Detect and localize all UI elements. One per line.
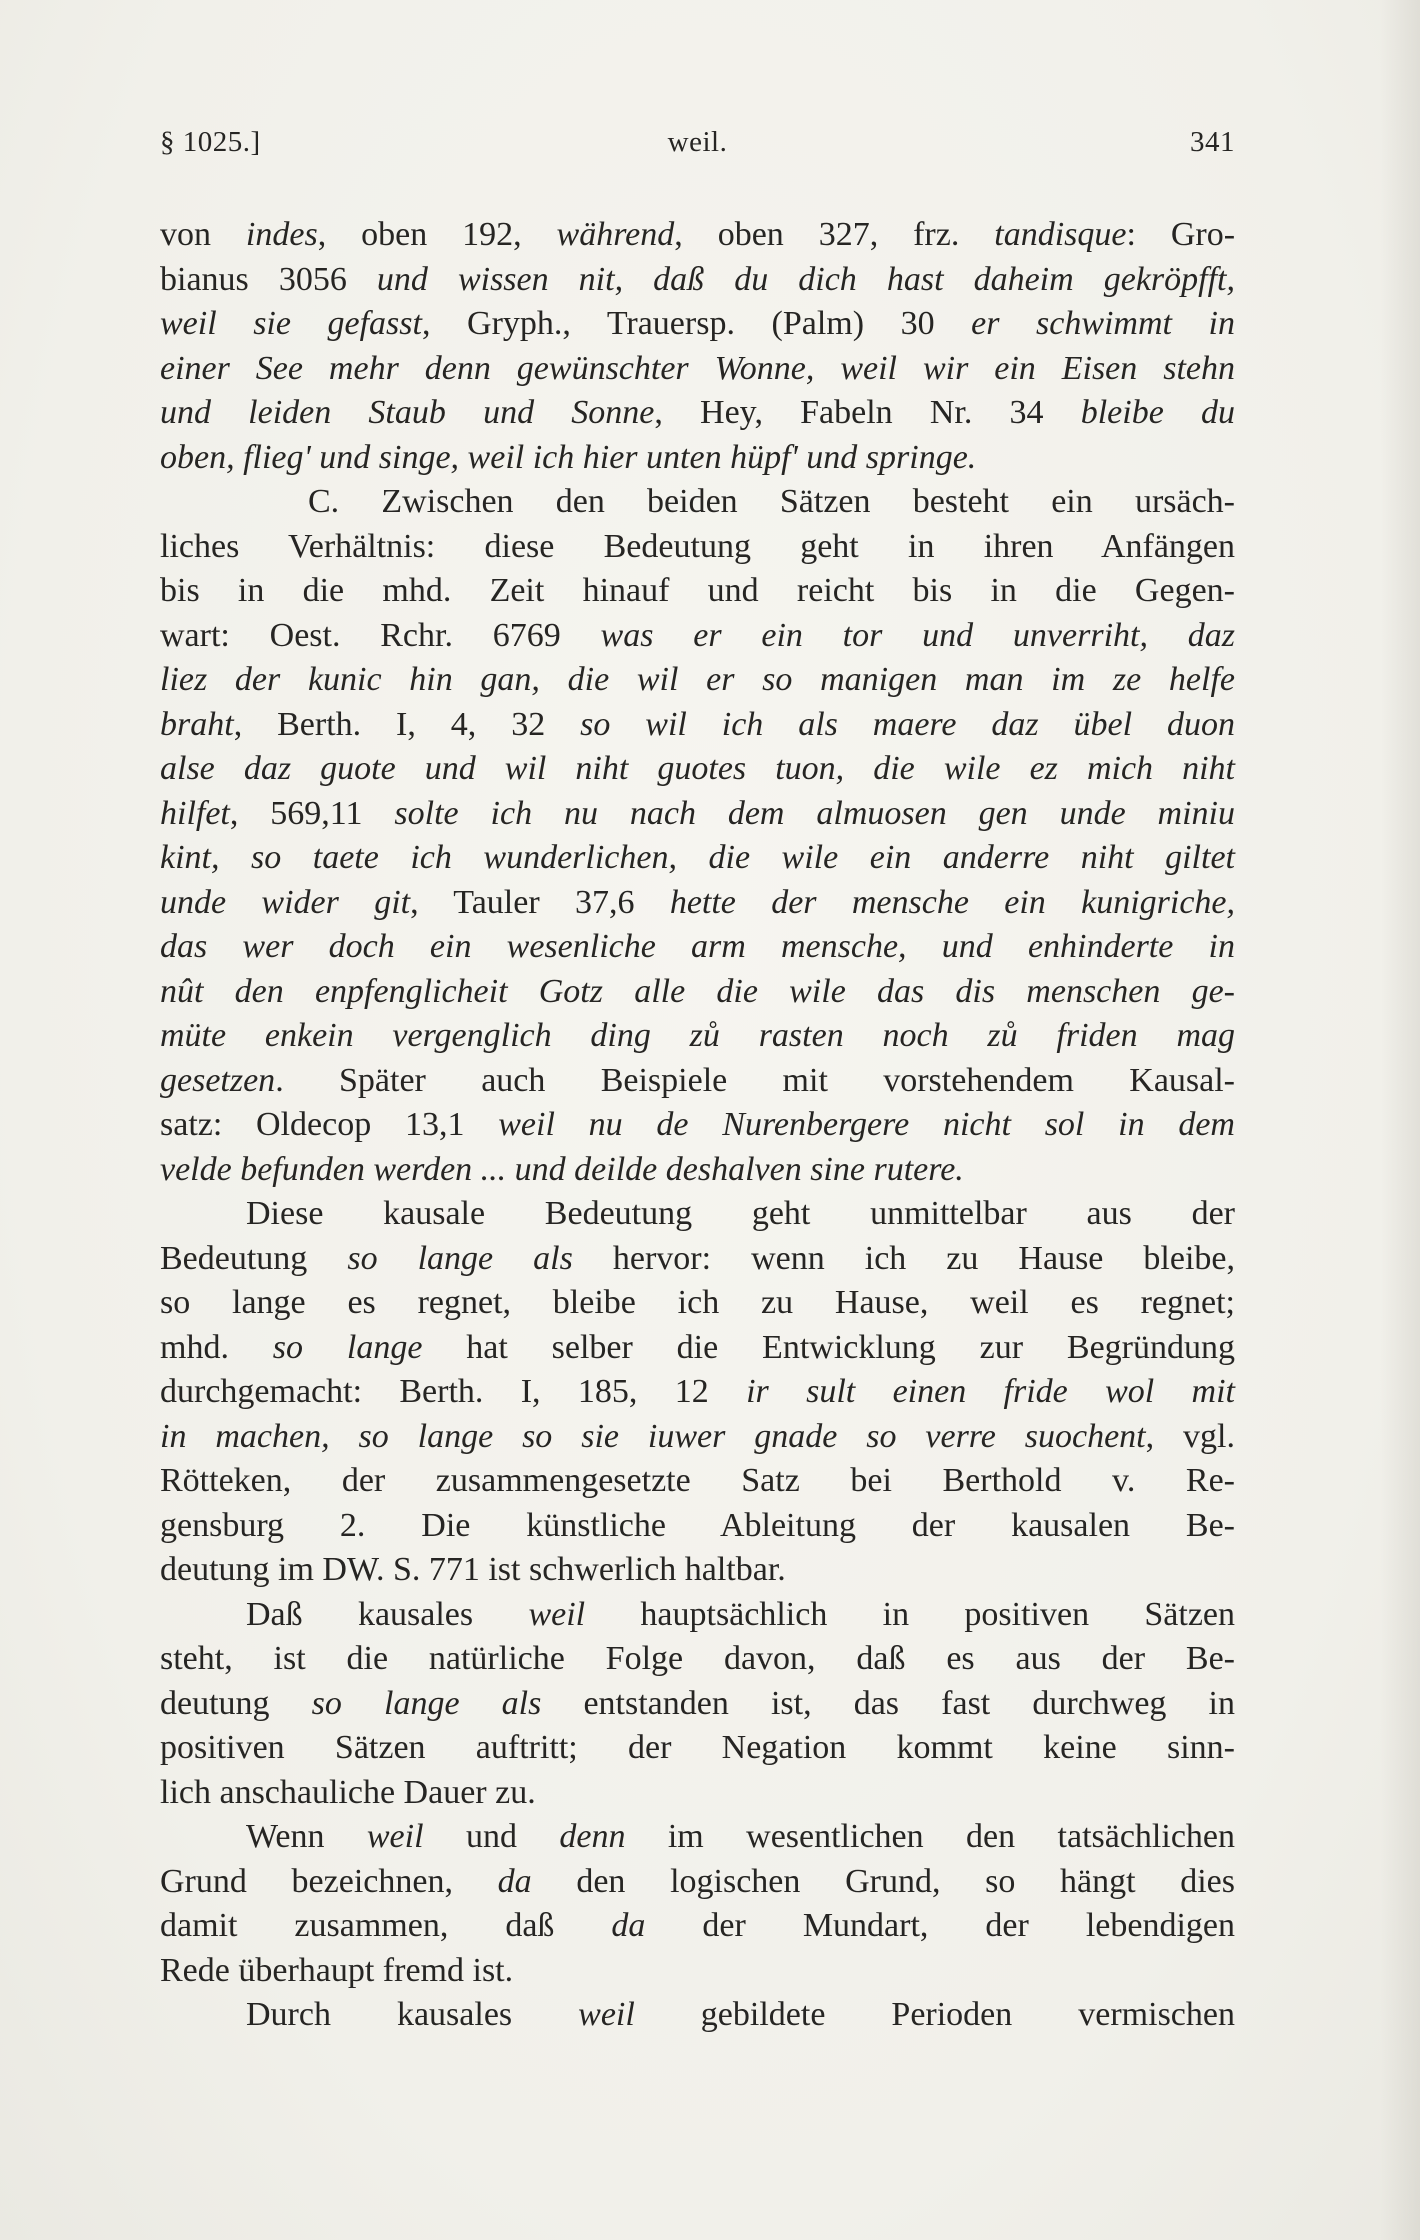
italic-text-segment: solte ich nu nach dem almuosen gen unde miniu	[394, 794, 1235, 832]
text-segment: Durch kausales	[246, 1996, 579, 2033]
text-segment: deutung	[160, 1684, 312, 1722]
text-segment: : Gro-	[1126, 216, 1236, 253]
text-segment: Wenn	[246, 1818, 367, 1855]
italic-text-segment: und leiden Staub und Sonne	[160, 394, 655, 431]
text-line	[160, 1237, 1235, 1282]
italic-text-segment: tandisque	[994, 216, 1127, 253]
text-segment: . Später auch Beispiele mit vorstehendem Kausal-	[275, 1061, 1235, 1099]
text-segment: , oben 327, frz.	[674, 216, 995, 253]
italic-text-segment: hette der mensche ein kunigriche,	[669, 883, 1236, 921]
text-line	[160, 480, 1235, 525]
italic-text-segment: velde befunden werden ... und deilde deshalven sine rutere.	[160, 1150, 964, 1188]
italic-text-segment: bleibe du	[1080, 394, 1235, 431]
italic-text-segment: er schwimmt in	[971, 305, 1235, 342]
italic-text-segment: denn	[559, 1818, 626, 1855]
text-segment: Diese kausale Bedeutung geht unmittelbar aus der	[246, 1195, 1235, 1232]
text-line	[160, 658, 1235, 703]
text-segment: Rede überhaupt fremd ist.	[160, 1951, 514, 1989]
text-segment: Grund bezeichnen,	[160, 1862, 498, 1900]
text-segment: und	[423, 1818, 560, 1855]
body-text	[160, 213, 1235, 2038]
text-segment: hat selber die Entwicklung zur Begründung	[422, 1328, 1235, 1366]
text-line	[160, 1593, 1235, 1638]
italic-text-segment: so lange als	[311, 1684, 542, 1722]
text-segment: liches Verhältnis: diese Bedeutung geht in ihren Anfängen	[160, 527, 1235, 565]
italic-text-segment: müte enkein vergenglich ding zů rasten noch zů friden mag	[160, 1017, 1235, 1054]
text-line	[160, 436, 1235, 481]
text-line	[160, 1815, 1235, 1860]
italic-text-segment: nût den enpfenglicheit Gotz alle die wile das dis menschen ge-	[160, 972, 1235, 1010]
italic-text-segment: so wil ich als maere daz übel duon	[580, 705, 1236, 743]
text-segment: entstanden ist, das fast durchweg in	[541, 1684, 1235, 1722]
text-line	[160, 747, 1235, 792]
italic-text-segment: und wissen nit, daß du dich hast daheim gekröpfft,	[376, 260, 1235, 298]
text-line	[160, 1637, 1235, 1682]
text-segment: , Gryph., Trauersp. (Palm) 30	[421, 305, 972, 342]
italic-text-segment: weil	[578, 1996, 635, 2033]
text-line	[160, 881, 1235, 926]
text-segment: C. Zwischen den beiden Sätzen besteht ein ursäch-	[308, 483, 1235, 520]
text-line	[160, 1949, 1235, 1994]
text-line	[160, 1682, 1235, 1727]
italic-text-segment: das wer doch ein wesenliche arm mensche, und enhinderte in	[160, 928, 1235, 965]
italic-text-segment: indes	[245, 216, 318, 253]
text-segment: damit zusammen, daß	[160, 1907, 612, 1944]
text-line	[160, 614, 1235, 659]
italic-text-segment: alse daz guote und wil niht guotes tuon, die wile ez mich niht	[160, 750, 1235, 787]
text-line	[160, 1548, 1235, 1593]
italic-text-segment: weil sie gefasst	[160, 305, 422, 342]
text-line	[160, 1904, 1235, 1949]
text-segment: der Mundart, der lebendigen	[645, 1907, 1235, 1944]
text-line	[160, 1860, 1235, 1905]
italic-text-segment: einer See mehr denn gewünschter Wonne, weil wir ein Eisen stehn	[160, 349, 1235, 387]
text-line	[160, 1459, 1235, 1504]
text-line	[160, 1504, 1235, 1549]
italic-text-segment: oben, flieg' und singe, weil ich hier unten hüpf' und springe.	[160, 438, 977, 476]
italic-text-segment: unde wider git	[160, 883, 411, 921]
text-segment: , Tauler 37,6	[410, 883, 670, 921]
text-segment: , Hey, Fabeln Nr. 34	[654, 394, 1081, 431]
text-line	[160, 1281, 1235, 1326]
text-segment: positiven Sätzen auftritt; der Negation kommt keine sinn-	[160, 1729, 1235, 1766]
text-line	[160, 703, 1235, 748]
text-segment: bis in die mhd. Zeit hinauf und reicht bis in die Gegen-	[160, 572, 1235, 609]
text-segment: so lange es regnet, bleibe ich zu Hause, weil es regnet;	[160, 1284, 1235, 1321]
page-number: 341	[1190, 126, 1235, 158]
text-line	[160, 347, 1235, 392]
italic-text-segment: weil	[366, 1818, 424, 1855]
italic-text-segment: was er ein tor und unverriht, daz	[600, 616, 1235, 654]
text-line	[160, 1415, 1235, 1460]
text-line	[160, 1726, 1235, 1771]
text-segment: hervor: wenn ich zu Hause bleibe,	[572, 1239, 1235, 1277]
italic-text-segment: liez der kunic hin gan, die wil er so manigen man im ze helfe	[160, 661, 1235, 698]
text-segment: den logischen Grund, so hängt dies	[531, 1862, 1236, 1900]
page-edge-shadow	[1380, 0, 1420, 2240]
italic-text-segment: kint, so taete ich wunderlichen, die wile ein anderre niht giltet	[160, 839, 1235, 876]
text-line	[160, 925, 1235, 970]
text-line	[160, 391, 1235, 436]
italic-text-segment: braht	[160, 705, 234, 743]
text-segment: durchgemacht: Berth. I, 185, 12	[160, 1373, 747, 1410]
text-segment: steht, ist die natürliche Folge davon, daß es aus der Be-	[160, 1640, 1235, 1677]
text-line	[160, 569, 1235, 614]
text-line	[160, 302, 1235, 347]
text-segment: , vgl.	[1145, 1417, 1235, 1455]
section-reference: § 1025.]	[160, 126, 261, 158]
text-segment: wart: Oest. Rchr. 6769	[160, 616, 601, 654]
text-line	[160, 970, 1235, 1015]
italic-text-segment: während	[556, 216, 675, 253]
text-segment: bianus 3056	[160, 260, 377, 298]
italic-text-segment: so lange	[272, 1328, 423, 1366]
text-line	[160, 1014, 1235, 1059]
text-segment: hauptsächlich in positiven Sätzen	[585, 1595, 1235, 1633]
text-segment: , oben 192,	[317, 216, 557, 253]
text-segment: , Berth. I, 4, 32	[233, 705, 581, 743]
italic-text-segment: gesetzen	[160, 1061, 276, 1099]
text-line	[160, 1771, 1235, 1816]
text-segment: Daß kausales	[246, 1595, 529, 1633]
text-line	[160, 1059, 1235, 1104]
text-line	[160, 213, 1235, 258]
italic-text-segment: so lange als	[347, 1239, 573, 1277]
text-line	[160, 836, 1235, 881]
italic-text-segment: da	[611, 1907, 646, 1944]
text-line	[160, 1326, 1235, 1371]
italic-text-segment: in machen, so lange so sie iuwer gnade so verre suochent	[160, 1417, 1146, 1455]
italic-text-segment: da	[497, 1862, 532, 1900]
text-segment: lich anschauliche Dauer zu.	[160, 1773, 536, 1811]
text-segment: von	[160, 216, 246, 253]
text-line	[160, 1993, 1235, 2038]
running-title: weil.	[667, 126, 728, 158]
text-line	[160, 258, 1235, 303]
italic-text-segment: hilfet	[160, 794, 230, 832]
italic-text-segment: ir sult einen fride wol mit	[746, 1373, 1236, 1410]
italic-text-segment: weil nu de Nurenbergere nicht sol in dem	[498, 1106, 1235, 1143]
running-head	[160, 126, 1235, 170]
text-segment: deutung im DW. S. 771 ist schwerlich haltbar.	[160, 1551, 786, 1588]
italic-text-segment: weil	[528, 1595, 586, 1633]
text-line	[160, 1148, 1235, 1193]
text-segment: , 569,11	[229, 794, 395, 832]
text-segment: im wesentlichen den tatsächlichen	[625, 1818, 1236, 1855]
text-line	[160, 525, 1235, 570]
text-line	[160, 1192, 1235, 1237]
text-segment: gensburg 2. Die künstliche Ableitung der kausalen Be-	[160, 1506, 1235, 1544]
text-segment: Rötteken, der zusammengesetzte Satz bei Berthold v. Re-	[160, 1462, 1235, 1499]
text-line	[160, 1370, 1235, 1415]
text-segment: satz: Oldecop 13,1	[160, 1106, 499, 1143]
text-segment: Bedeutung	[160, 1239, 348, 1277]
text-segment: gebildete Perioden vermischen	[634, 1996, 1235, 2033]
text-segment: mhd.	[160, 1328, 273, 1366]
text-line	[160, 1103, 1235, 1148]
text-line	[160, 792, 1235, 837]
